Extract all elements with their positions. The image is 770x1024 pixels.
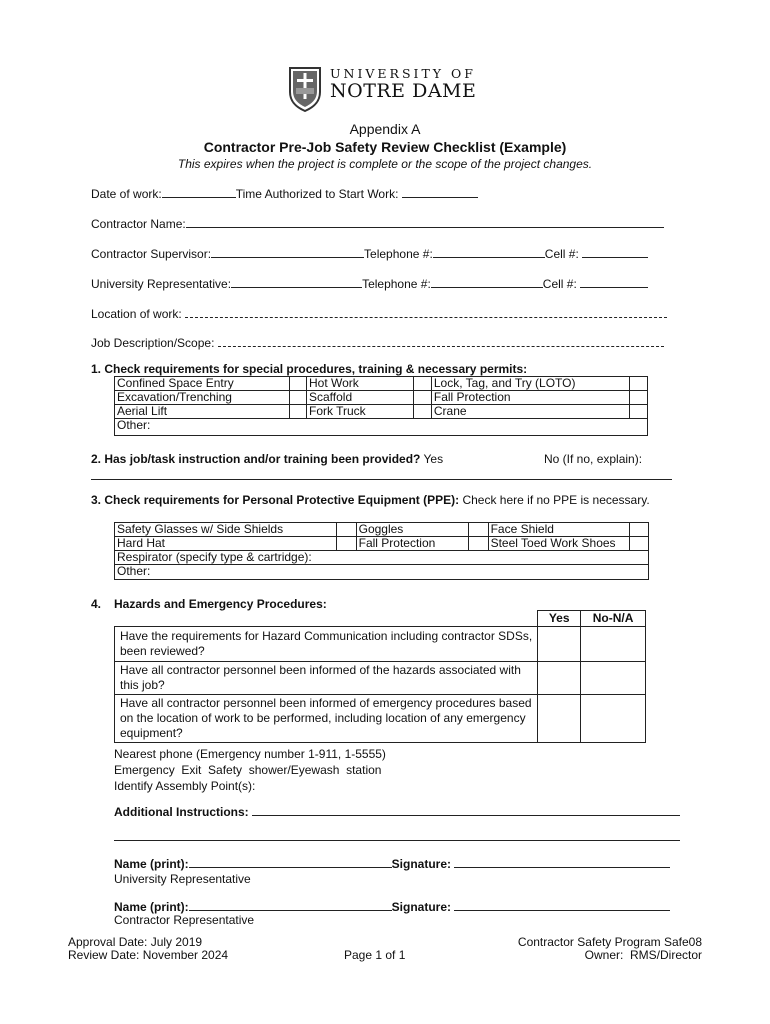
contractor-name-print-field[interactable] — [189, 899, 392, 911]
checkbox[interactable] — [630, 391, 648, 405]
contractor-signature-field[interactable] — [454, 899, 670, 911]
table-row: Hard Hat Fall Protection Steel Toed Work Shoes — [115, 537, 649, 551]
rep-telephone-field[interactable] — [431, 276, 543, 288]
section1-heading: 1. Check requirements for special procedures, training & necessary permits: — [91, 362, 528, 376]
logo-line2: NOTRE DAME — [330, 80, 477, 102]
contractor-name-row: Contractor Name: — [91, 216, 664, 231]
checkbox[interactable] — [337, 537, 356, 551]
univ-signature-field[interactable] — [454, 856, 670, 868]
table-row — [115, 419, 648, 436]
ppe-table — [114, 522, 649, 580]
rep-cell-field[interactable] — [580, 276, 648, 288]
date-of-work-field[interactable] — [162, 186, 236, 198]
shield-seal-icon — [288, 66, 322, 112]
logo-line1: UNIVERSITY OF — [330, 66, 476, 81]
univ-name-field[interactable] — [189, 856, 392, 868]
checkbox[interactable] — [629, 537, 648, 551]
section3-row: 3. Check requirements for Personal Protective Equipment (PPE): Check here if no PPE is necessary. — [91, 493, 650, 507]
logo — [288, 66, 483, 114]
section2-row: 2. Has job/task instruction and/or training been provided? Yes — [91, 452, 444, 466]
job-description-row: Job Description/Scope: — [91, 335, 664, 350]
checkbox[interactable] — [289, 391, 306, 405]
job-description-field[interactable] — [218, 335, 664, 347]
checkbox[interactable] — [414, 391, 431, 405]
location-row: Location of work: — [91, 306, 667, 321]
ppe-other-field[interactable]: Other: — [115, 565, 649, 580]
univ-signature-row: Name (print): Signature: — [114, 856, 670, 871]
owner-label: Owner: RMS/Director — [584, 948, 702, 962]
university-rep-field[interactable] — [231, 276, 362, 288]
table-row: Confined Space Entry Hot Work Lock, Tag, and Try (LOTO) — [115, 377, 648, 391]
page-title: Contractor Pre-Job Safety Review Checklist (Example) — [203, 139, 567, 155]
review-date: Review Date: November 2024 — [68, 948, 229, 962]
section2-no: No (If no, explain): — [544, 452, 643, 466]
time-authorized-field[interactable] — [402, 186, 478, 198]
table-row: Safety Glasses w/ Side Shields Goggles Face Shield — [115, 523, 649, 537]
contractor-supervisor-row: Contractor Supervisor: Telephone #: Cell #: — [91, 246, 648, 261]
location-field[interactable] — [185, 306, 667, 318]
checkbox[interactable] — [630, 405, 648, 419]
approval-date: Approval Date: July 2019 — [68, 935, 203, 949]
other-field[interactable]: Other: — [115, 419, 648, 436]
checkbox[interactable] — [289, 405, 306, 419]
nearest-phone: Nearest phone (Emergency number 1-911, 1-5555) — [114, 747, 386, 761]
table-row — [115, 565, 649, 580]
emergency-exit: Emergency Exit Safety shower/Eyewash station — [114, 763, 382, 777]
table-row: Yes No-N/A — [115, 611, 646, 627]
table-row: Aerial Lift Fork Truck Crane — [115, 405, 648, 419]
permits-table — [114, 376, 648, 436]
univ-rep-label: University Representative — [114, 872, 251, 886]
hazards-table — [114, 610, 646, 743]
program-label: Contractor Safety Program Safe08 — [517, 935, 702, 949]
checkbox[interactable] — [414, 377, 431, 391]
yes-checkbox[interactable] — [538, 662, 581, 695]
checkbox[interactable] — [469, 523, 488, 537]
supervisor-cell-field[interactable] — [582, 246, 648, 258]
checkbox[interactable] — [289, 377, 306, 391]
contractor-signature-row: Name (print): Signature: — [114, 899, 670, 914]
section2-explain-line[interactable] — [91, 479, 672, 480]
table-row: Excavation/Trenching Scaffold Fall Protection — [115, 391, 648, 405]
table-row: Have the requirements for Hazard Communication including contractor SDSs, been reviewed? — [115, 627, 646, 662]
additional-instructions-field[interactable] — [252, 804, 680, 816]
checkbox[interactable] — [629, 523, 648, 537]
checkbox[interactable] — [337, 523, 356, 537]
contractor-name-field[interactable] — [186, 216, 664, 228]
appendix-label: Appendix A — [349, 121, 421, 137]
yes-checkbox[interactable] — [538, 695, 581, 743]
contractor-rep-label: Contractor Representative — [114, 913, 255, 927]
respirator-field[interactable]: Respirator (specify type & cartridge): — [115, 551, 649, 565]
supervisor-telephone-field[interactable] — [433, 246, 545, 258]
table-row: Have all contractor personnel been informed of emergency procedures based on the location of work to be performed, including location of any emergency equipment? — [115, 695, 646, 743]
section4-number: 4. — [91, 597, 102, 611]
table-row: Have all contractor personnel been informed of the hazards associated with this job? — [115, 662, 646, 695]
table-row — [115, 551, 649, 565]
checkbox[interactable] — [469, 537, 488, 551]
date-time-row: Date of work: Time Authorized to Start Work: — [91, 186, 478, 201]
no-checkbox[interactable] — [581, 662, 646, 695]
no-checkbox[interactable] — [581, 695, 646, 743]
page-subtitle: This expires when the project is complete or the scope of the project changes. — [177, 157, 593, 171]
section4-heading: Hazards and Emergency Procedures: — [114, 597, 327, 611]
contractor-supervisor-field[interactable] — [211, 246, 364, 258]
additional-instructions-row: Additional Instructions: — [114, 804, 680, 819]
yes-checkbox[interactable] — [538, 627, 581, 662]
checkbox[interactable] — [414, 405, 431, 419]
page-number: Page 1 of 1 — [344, 948, 406, 962]
assembly-point: Identify Assembly Point(s): — [114, 779, 256, 793]
no-checkbox[interactable] — [581, 627, 646, 662]
university-rep-row: University Representative: Telephone #: Cell #: — [91, 276, 648, 291]
checkbox[interactable] — [630, 377, 648, 391]
additional-instructions-line2[interactable] — [114, 840, 680, 841]
